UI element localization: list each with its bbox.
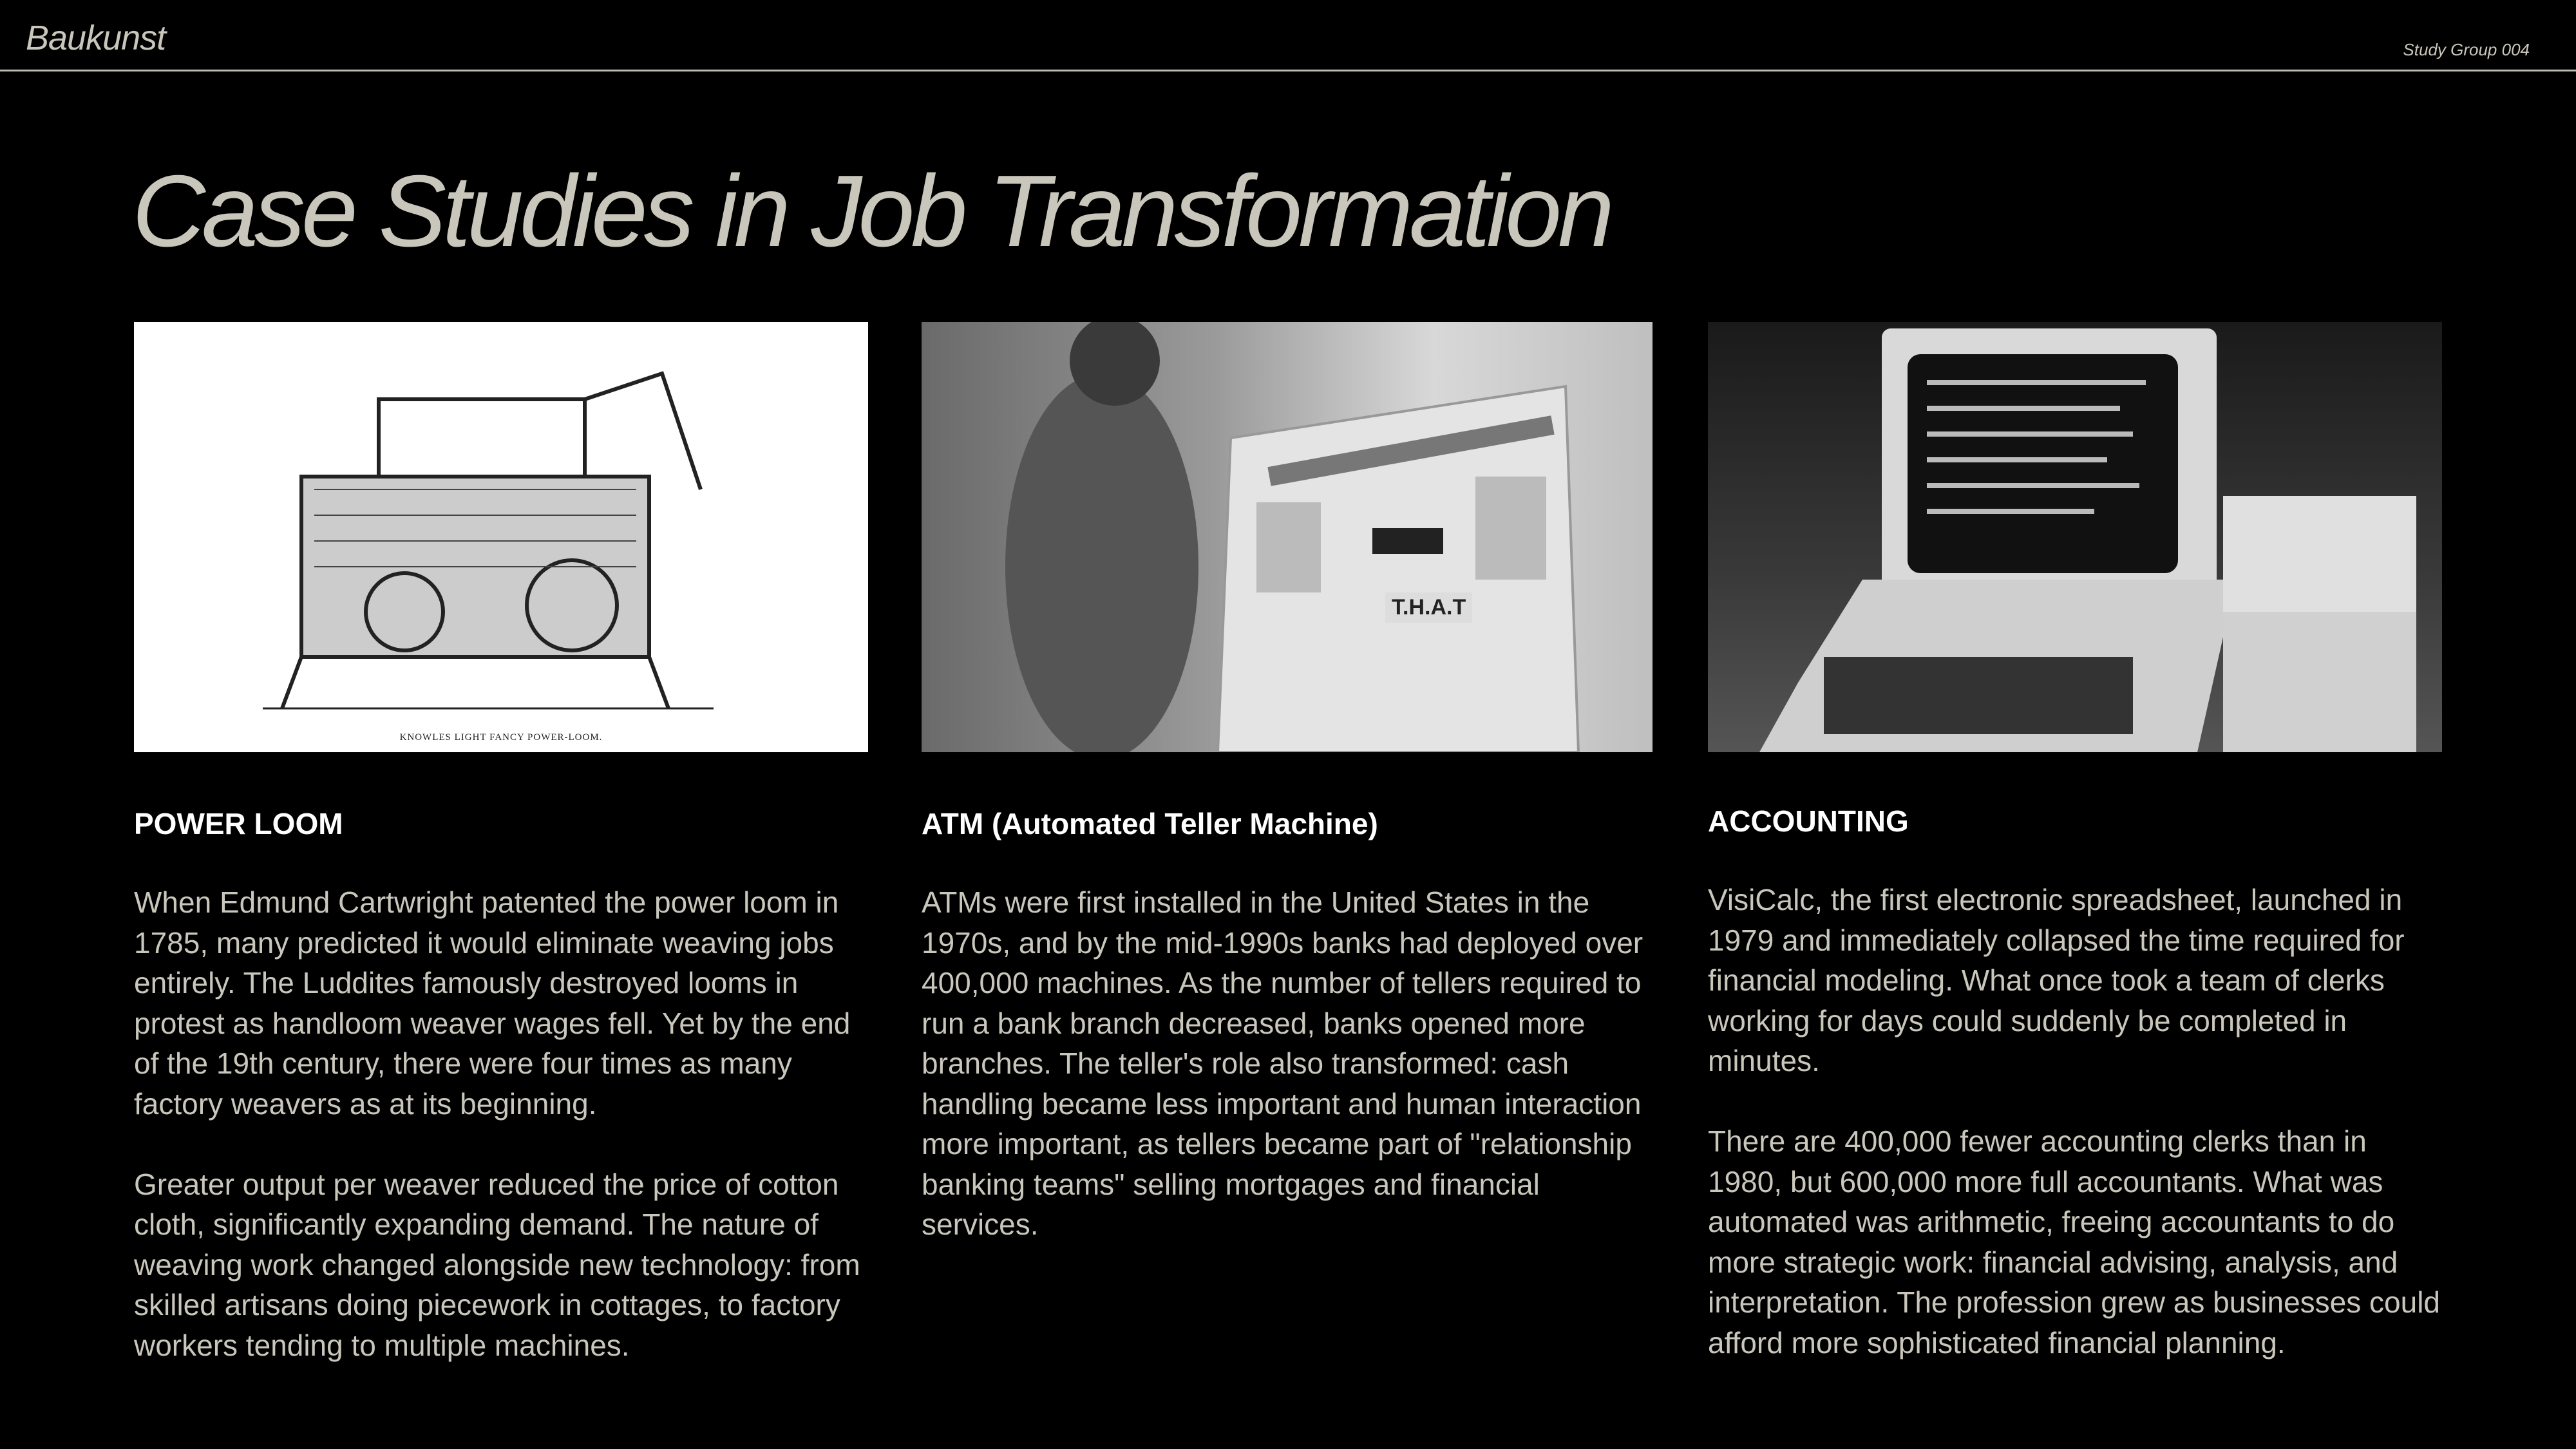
- paragraph: There are 400,000 fewer accounting clerks than in 1980, but 600,000 more full accountants. What was automated was arithmetic, freeing accountants to do more strategic work: financial advising, analysis, and interpretation. The profession grew as businesses could afford more sophisticated financial planning.: [1708, 1124, 2441, 1359]
- case-atm: [922, 322, 1653, 1241]
- apple-ii-computer-image: [1708, 322, 2442, 752]
- case-body: [922, 882, 1662, 1285]
- atm-image: [922, 322, 1653, 752]
- paragraph: When Edmund Cartwright patented the power loom in 1785, many predicted it would eliminate weaving jobs entirely. The Luddites famously destroyed looms in protest as handloom weaver wages fell. Yet by the end of the 19th century, there were four times as many factory weavers as at its beginning.: [134, 886, 851, 1121]
- paragraph: Greater output per weaver reduced the price of cotton cloth, significantly expanding demand. The nature of weaving work changed alongside new technology: from skilled artisans doing piecework in cottages, to factory workers tending to multiple machines.: [134, 1167, 860, 1362]
- atm-brand-label: T.H.A.T: [1385, 592, 1472, 623]
- case-heading: ACCOUNTING: [1708, 804, 1909, 838]
- loom-engraving-icon: [134, 322, 868, 752]
- case-heading: POWER LOOM: [134, 807, 343, 840]
- page-title: Case Studies in Job Transformation: [132, 155, 1611, 268]
- case-accounting: [1708, 322, 2442, 1359]
- computer-illustration-icon: [1708, 322, 2442, 752]
- power-loom-image: [134, 322, 868, 752]
- brand-logo: Baukunst: [26, 19, 166, 57]
- case-body: [1708, 880, 2448, 1403]
- image-caption: KNOWLES LIGHT FANCY POWER-LOOM.: [399, 732, 603, 743]
- paragraph: VisiCalc, the first electronic spreadsheet, launched in 1979 and immediately collapsed the time required for financial modeling. What once took a team of clerks working for days could suddenly be completed in minutes.: [1708, 883, 2405, 1077]
- paragraph: ATMs were first installed in the United States in the 1970s, and by the mid-1990s banks had deployed over 400,000 machines. As the number of tellers required to run a bank branch decreased, banks opened more branches. The teller's role also transformed: cash handling became less important and human interaction more important, as tellers became part of "relationship banking teams" selling mortgages and financial services.: [922, 886, 1643, 1241]
- atm-illustration-icon: [922, 322, 1653, 752]
- header-divider: [0, 70, 2576, 71]
- study-group-label: Study Group 004: [2403, 40, 2530, 59]
- case-power-loom: [134, 322, 868, 1362]
- case-heading: ATM (Automated Teller Machine): [922, 807, 1378, 840]
- case-body: [134, 882, 875, 1406]
